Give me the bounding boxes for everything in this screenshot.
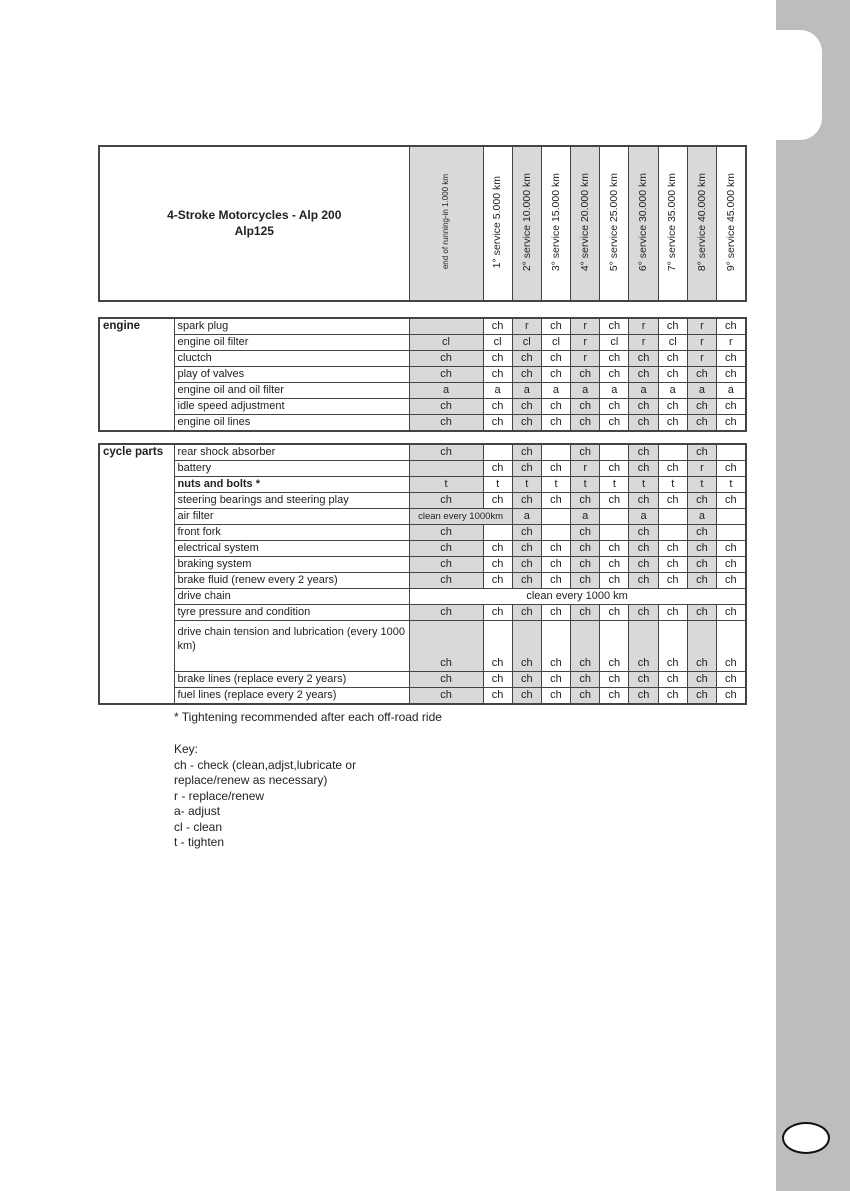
schedule-cell: ch <box>600 351 629 367</box>
item-name: spark plug <box>174 318 409 335</box>
schedule-cell: ch <box>512 525 541 541</box>
column-header-label: 9° service 45.000 km <box>724 172 737 272</box>
schedule-cell: t <box>483 477 512 493</box>
column-header-label: 3° service 15.000 km <box>549 172 562 272</box>
schedule-cell: a <box>512 383 541 399</box>
column-header <box>629 146 658 301</box>
schedule-cell: ch <box>658 573 687 589</box>
schedule-cell: ch <box>629 351 658 367</box>
schedule-cell <box>600 525 629 541</box>
schedule-cell: a <box>629 509 658 525</box>
schedule-cell: ch <box>512 444 541 461</box>
schedule-cell: ch <box>409 557 483 573</box>
schedule-cell: ch <box>658 461 687 477</box>
schedule-cell: ch <box>629 557 658 573</box>
column-header <box>541 146 570 301</box>
schedule-cell: ch <box>512 621 541 672</box>
item-name: front fork <box>174 525 409 541</box>
schedule-cell: ch <box>717 672 746 688</box>
item-name: drive chain tension and lubrication (every 1000 km) <box>174 621 409 672</box>
schedule-cell: ch <box>600 557 629 573</box>
schedule-cell <box>600 509 629 525</box>
schedule-cell: ch <box>483 493 512 509</box>
schedule-cell: ch <box>629 399 658 415</box>
group-label: engine <box>99 318 174 431</box>
schedule-cell: ch <box>571 493 600 509</box>
schedule-cell: ch <box>483 461 512 477</box>
schedule-cell: ch <box>717 318 746 335</box>
schedule-cell: a <box>541 383 570 399</box>
column-header <box>483 146 512 301</box>
schedule-cell: ch <box>658 541 687 557</box>
schedule-cell: t <box>629 477 658 493</box>
schedule-cell: ch <box>687 399 716 415</box>
chapter-tab <box>764 30 822 140</box>
schedule-cell: ch <box>541 399 570 415</box>
schedule-cell: ch <box>600 621 629 672</box>
schedule-cell: ch <box>541 461 570 477</box>
key-line: t - tighten <box>174 835 225 849</box>
schedule-cell: r <box>687 351 716 367</box>
schedule-cell: r <box>687 335 716 351</box>
footnote: * Tightening recommended after each off-road ride <box>174 710 442 724</box>
schedule-cell: a <box>571 509 600 525</box>
schedule-cell: ch <box>629 605 658 621</box>
schedule-cell: ch <box>658 351 687 367</box>
table-row <box>99 589 746 605</box>
item-name: play of valves <box>174 367 409 383</box>
schedule-cell: ch <box>571 525 600 541</box>
schedule-cell: ch <box>629 525 658 541</box>
item-name: drive chain <box>174 589 409 605</box>
schedule-cell: ch <box>600 688 629 705</box>
schedule-cell: ch <box>717 461 746 477</box>
schedule-cell: ch <box>658 621 687 672</box>
schedule-cell: t <box>717 477 746 493</box>
schedule-cell: ch <box>571 605 600 621</box>
item-name: steering bearings and steering play <box>174 493 409 509</box>
table-row <box>99 318 746 335</box>
key-line: ch - check (clean,adjst,lubricate or <box>174 757 357 772</box>
page-number-oval <box>782 1122 830 1154</box>
schedule-cell: ch <box>600 605 629 621</box>
table-row <box>99 688 746 705</box>
schedule-cell: ch <box>629 493 658 509</box>
key-line: r - replace/renew <box>174 788 265 803</box>
schedule-cell: r <box>571 335 600 351</box>
schedule-cell: ch <box>483 351 512 367</box>
schedule-cell: r <box>717 335 746 351</box>
schedule-cell: ch <box>658 493 687 509</box>
item-name: cluctch <box>174 351 409 367</box>
schedule-cell: ch <box>600 541 629 557</box>
schedule-cell: ch <box>658 557 687 573</box>
schedule-cell: ch <box>687 493 716 509</box>
schedule-cell: ch <box>541 573 570 589</box>
schedule-cell: ch <box>571 444 600 461</box>
schedule-cell: ch <box>512 605 541 621</box>
schedule-cell: ch <box>512 541 541 557</box>
schedule-cell: ch <box>483 318 512 335</box>
schedule-cell: r <box>571 318 600 335</box>
item-name: fuel lines (replace every 2 years) <box>174 688 409 705</box>
schedule-cell: ch <box>658 688 687 705</box>
schedule-cell: ch <box>717 493 746 509</box>
table-row <box>99 351 746 367</box>
schedule-cell: ch <box>600 318 629 335</box>
schedule-cell: ch <box>541 605 570 621</box>
schedule-cell: cl <box>658 335 687 351</box>
schedule-cell: ch <box>629 688 658 705</box>
column-header <box>600 146 629 301</box>
schedule-cell: ch <box>409 525 483 541</box>
schedule-cell: ch <box>512 399 541 415</box>
column-header-label: 4° service 20.000 km <box>578 172 591 272</box>
table-row <box>99 461 746 477</box>
title-line1: 4-Stroke Motorcycles - Alp 200 <box>167 207 342 222</box>
schedule-cell: ch <box>687 557 716 573</box>
item-name: braking system <box>174 557 409 573</box>
schedule-cell: ch <box>717 688 746 705</box>
engine-table <box>98 317 747 432</box>
schedule-cell <box>717 444 746 461</box>
table-row <box>99 621 746 672</box>
schedule-cell: cl <box>541 335 570 351</box>
column-header-label: 1° service 5.000 km <box>491 175 504 269</box>
schedule-cell: ch <box>483 621 512 672</box>
table-row <box>99 383 746 399</box>
schedule-cell: ch <box>512 688 541 705</box>
item-name: brake lines (replace every 2 years) <box>174 672 409 688</box>
schedule-cell <box>658 525 687 541</box>
schedule-cell: ch <box>409 541 483 557</box>
schedule-cell <box>541 444 570 461</box>
schedule-cell: ch <box>541 493 570 509</box>
schedule-cell: ch <box>600 367 629 383</box>
schedule-cell: ch <box>629 621 658 672</box>
item-name: engine oil and oil filter <box>174 383 409 399</box>
schedule-cell: ch <box>409 367 483 383</box>
table-title <box>99 146 409 301</box>
schedule-cell: cl <box>409 335 483 351</box>
schedule-cell: ch <box>717 541 746 557</box>
schedule-cell: ch <box>687 525 716 541</box>
schedule-cell <box>658 509 687 525</box>
schedule-cell: ch <box>600 573 629 589</box>
schedule-cell: t <box>600 477 629 493</box>
table-row <box>99 415 746 432</box>
table-row <box>99 399 746 415</box>
column-header <box>571 146 600 301</box>
table-row <box>99 573 746 589</box>
schedule-cell: ch <box>687 367 716 383</box>
column-header <box>658 146 687 301</box>
schedule-cell: ch <box>483 415 512 432</box>
schedule-cell <box>541 509 570 525</box>
table-row <box>99 541 746 557</box>
interval-note: clean every 1000 km <box>409 589 746 605</box>
schedule-cell: ch <box>717 367 746 383</box>
schedule-cell: ch <box>717 573 746 589</box>
schedule-cell: ch <box>541 688 570 705</box>
column-header <box>687 146 716 301</box>
schedule-cell: ch <box>717 351 746 367</box>
key-legend <box>174 742 356 851</box>
schedule-cell: ch <box>629 415 658 432</box>
group-label: cycle parts <box>99 444 174 704</box>
schedule-cell: a <box>571 383 600 399</box>
schedule-cell: ch <box>629 672 658 688</box>
schedule-cell: ch <box>658 672 687 688</box>
column-header-label: 7° service 35.000 km <box>666 172 679 272</box>
table-row <box>99 367 746 383</box>
schedule-cell: ch <box>483 605 512 621</box>
schedule-cell: ch <box>409 444 483 461</box>
schedule-cell: ch <box>409 688 483 705</box>
schedule-cell: t <box>409 477 483 493</box>
item-name: engine oil filter <box>174 335 409 351</box>
schedule-cell: ch <box>512 493 541 509</box>
schedule-cell: ch <box>541 621 570 672</box>
schedule-cell: ch <box>600 399 629 415</box>
schedule-header-table <box>98 145 747 302</box>
schedule-cell: ch <box>687 672 716 688</box>
schedule-cell: r <box>512 318 541 335</box>
schedule-cell: ch <box>541 672 570 688</box>
schedule-cell: ch <box>687 444 716 461</box>
schedule-cell: a <box>687 383 716 399</box>
schedule-cell: t <box>571 477 600 493</box>
schedule-cell: a <box>687 509 716 525</box>
schedule-cell <box>483 525 512 541</box>
schedule-cell: a <box>483 383 512 399</box>
schedule-cell <box>717 525 746 541</box>
schedule-cell: ch <box>629 461 658 477</box>
schedule-cell: ch <box>629 367 658 383</box>
schedule-cell: ch <box>409 672 483 688</box>
table-row <box>99 525 746 541</box>
schedule-cell: ch <box>483 557 512 573</box>
schedule-cell: cl <box>600 335 629 351</box>
item-name: idle speed adjustment <box>174 399 409 415</box>
schedule-cell <box>658 444 687 461</box>
schedule-cell <box>541 525 570 541</box>
schedule-cell: t <box>658 477 687 493</box>
schedule-cell: ch <box>600 493 629 509</box>
item-name: tyre pressure and condition <box>174 605 409 621</box>
schedule-cell: ch <box>483 672 512 688</box>
column-header-label: 2° service 10.000 km <box>520 172 533 272</box>
key-title: Key: <box>174 742 199 756</box>
schedule-cell <box>409 461 483 477</box>
schedule-cell: cl <box>483 335 512 351</box>
schedule-cell: ch <box>717 399 746 415</box>
schedule-cell: ch <box>629 444 658 461</box>
schedule-cell: ch <box>687 688 716 705</box>
schedule-cell: ch <box>571 621 600 672</box>
schedule-cell: ch <box>409 621 483 672</box>
column-header <box>717 146 746 301</box>
schedule-cell: ch <box>600 672 629 688</box>
schedule-cell: t <box>512 477 541 493</box>
column-header-label: 5° service 25.000 km <box>608 172 621 272</box>
schedule-cell: ch <box>687 573 716 589</box>
schedule-cell: ch <box>512 573 541 589</box>
schedule-cell: ch <box>571 573 600 589</box>
interval-note: clean every 1000km <box>409 509 512 525</box>
schedule-cell: ch <box>600 461 629 477</box>
schedule-cell: ch <box>541 557 570 573</box>
key-line: cl - clean <box>174 819 223 834</box>
schedule-cell: ch <box>483 367 512 383</box>
schedule-cell: ch <box>687 605 716 621</box>
item-name: electrical system <box>174 541 409 557</box>
column-header <box>512 146 541 301</box>
schedule-cell: ch <box>409 493 483 509</box>
schedule-cell <box>717 509 746 525</box>
schedule-cell: ch <box>512 415 541 432</box>
schedule-cell: ch <box>571 557 600 573</box>
schedule-cell: ch <box>629 541 658 557</box>
schedule-cell: r <box>629 318 658 335</box>
schedule-cell <box>600 444 629 461</box>
schedule-cell: r <box>629 335 658 351</box>
schedule-cell: ch <box>571 688 600 705</box>
schedule-cell: ch <box>717 557 746 573</box>
schedule-cell: ch <box>541 351 570 367</box>
schedule-cell: ch <box>409 399 483 415</box>
item-name: battery <box>174 461 409 477</box>
schedule-cell: ch <box>409 351 483 367</box>
key-line: replace/renew as necessary) <box>174 773 328 787</box>
table-row <box>99 509 746 525</box>
schedule-cell: r <box>571 351 600 367</box>
table-row <box>99 493 746 509</box>
title-line2: Alp125 <box>234 223 274 238</box>
schedule-cell: a <box>409 383 483 399</box>
schedule-cell: a <box>629 383 658 399</box>
item-name: air filter <box>174 509 409 525</box>
schedule-cell: ch <box>541 318 570 335</box>
schedule-cell: ch <box>658 415 687 432</box>
schedule-cell: ch <box>658 605 687 621</box>
schedule-cell: r <box>687 318 716 335</box>
schedule-cell: ch <box>512 351 541 367</box>
item-name: rear shock absorber <box>174 444 409 461</box>
schedule-cell: ch <box>629 573 658 589</box>
cycle-parts-table <box>98 443 747 705</box>
schedule-cell: a <box>717 383 746 399</box>
column-header <box>409 146 483 301</box>
table-row <box>99 557 746 573</box>
schedule-cell: r <box>571 461 600 477</box>
schedule-cell: ch <box>541 367 570 383</box>
schedule-cell: a <box>512 509 541 525</box>
column-header-label: 6° service 30.000 km <box>637 172 650 272</box>
schedule-cell: cl <box>512 335 541 351</box>
schedule-cell: a <box>658 383 687 399</box>
table-row <box>99 605 746 621</box>
table-row <box>99 477 746 493</box>
column-header-label: end of running-in 1.000 km <box>441 174 450 270</box>
schedule-cell: t <box>541 477 570 493</box>
schedule-cell: ch <box>717 605 746 621</box>
schedule-cell: ch <box>409 573 483 589</box>
column-header-label: 8° service 40.000 km <box>695 172 708 272</box>
schedule-cell: ch <box>512 367 541 383</box>
table-row <box>99 335 746 351</box>
schedule-cell: ch <box>571 672 600 688</box>
schedule-cell: ch <box>512 672 541 688</box>
schedule-cell: ch <box>483 573 512 589</box>
schedule-cell: ch <box>483 399 512 415</box>
schedule-cell: ch <box>658 367 687 383</box>
schedule-cell: ch <box>512 557 541 573</box>
schedule-cell: ch <box>687 541 716 557</box>
schedule-cell: ch <box>687 415 716 432</box>
key-line: a- adjust <box>174 804 221 818</box>
schedule-cell: ch <box>571 399 600 415</box>
schedule-cell: ch <box>512 461 541 477</box>
schedule-cell: r <box>687 461 716 477</box>
schedule-cell: ch <box>571 415 600 432</box>
schedule-cell: t <box>687 477 716 493</box>
schedule-cell <box>409 318 483 335</box>
schedule-cell: ch <box>658 318 687 335</box>
item-name: nuts and bolts * <box>174 477 409 493</box>
item-name: brake fluid (renew every 2 years) <box>174 573 409 589</box>
schedule-cell: ch <box>571 541 600 557</box>
side-band <box>776 0 850 1191</box>
table-row <box>99 672 746 688</box>
schedule-cell: ch <box>409 605 483 621</box>
schedule-cell: ch <box>600 415 629 432</box>
schedule-cell: ch <box>483 541 512 557</box>
schedule-cell: ch <box>687 621 716 672</box>
item-name: engine oil lines <box>174 415 409 432</box>
schedule-cell: ch <box>409 415 483 432</box>
schedule-cell <box>483 444 512 461</box>
schedule-cell: ch <box>541 415 570 432</box>
table-row <box>99 444 746 461</box>
schedule-cell: ch <box>717 415 746 432</box>
schedule-cell: ch <box>541 541 570 557</box>
schedule-cell: ch <box>483 688 512 705</box>
schedule-cell: ch <box>571 367 600 383</box>
schedule-cell: ch <box>658 399 687 415</box>
schedule-cell: a <box>600 383 629 399</box>
schedule-cell: ch <box>717 621 746 672</box>
